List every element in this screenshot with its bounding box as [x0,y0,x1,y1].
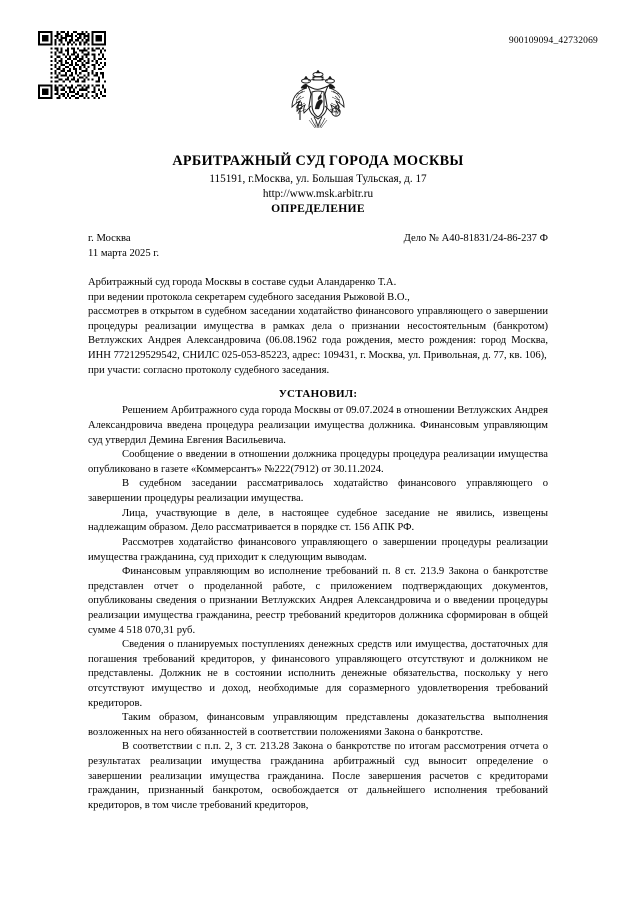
court-name: АРБИТРАЖНЫЙ СУД ГОРОДА МОСКВЫ [172,153,464,169]
court-heading-block [60,152,576,217]
document-date: 11 марта 2025 г. [88,248,160,260]
body-paragraph: Сведения о планируемых поступлениях денежных средств или имущества, достаточных для погашения требований кредиторов, у финансового управляющего отсутствуют и должником не представлены. Должник не в состоянии исполнить денежные обязательства, поскольку у него отсутствуют имущество и доход, необходимые для соразмерного удовлетворения требований кредиторов. [88,639,548,709]
body-paragraph: В судебном заседании рассматривалось ходатайство финансового управляющего о завершении процедуры реализации имущества. [88,478,548,505]
body-paragraph: Решением Арбитражного суда города Москвы от 09.07.2024 в отношении Ветлужских Андрея Александровича введена процедура реализации имущества должника. Финансовым управляющим суд утвердил Демина Евгения Васильевича. [88,405,548,446]
document-id-number: 900109094_42732069 [508,36,598,46]
body-paragraph: Таким образом, финансовым управляющим представлены доказательства выполнения возложенных на него обязанностей в соответствии положениями Закона о банкротстве. [88,712,548,738]
document-meta-block [88,231,548,261]
preamble-subject-line: рассмотрев в открытом в судебном заседании ходатайство финансового управляющего о завершении процедуры реализации имущества в рамках дела о признании несостоятельным (банкротом) Ветлужских Андрея Александровича (06.08.1962 года рождения, место рождения: город Москва, ИНН 772129529542, СНИЛС 025-053-85223, адрес: 109431, г. Москва, ул. Привольная, д. 77, кв. 106), [88,306,548,362]
preamble-participants-line: при участи: согласно протоколу судебного заседания. [88,364,330,376]
document-body [88,276,548,814]
body-paragraph: Лица, участвующие в деле, в настоящее судебное заседание не явились, извещены надлежащим образом. Дело рассматривается в порядке ст. 156 АПК РФ. [88,507,548,534]
court-address: 115191, г.Москва, ул. Большая Тульская, д. 17 [209,173,427,186]
document-type-title: ОПРЕДЕЛЕНИЕ [271,201,365,215]
body-paragraph: Финансовым управляющим во исполнение требований п. 8 ст. 213.9 Закона о банкротстве представлен отчет о проделанной работе, с приложением подтверждающих документов, опубликованы сведения о признании Ветлужских Андрея Александровича и о введении процедуры реализации имущества гражданина, реестр требований кредиторов должника сформирован в общей сумме 4 518 070,31 руб. [88,566,548,636]
preamble-judge-line: Арбитражный суд города Москвы в составе судьи Аландаренко Т.А. [88,277,397,288]
case-number: Дело № А40-81831/24-86-237 Ф [403,233,548,244]
city-label: г. Москва [88,233,131,244]
body-paragraph: В соответствии с п.п. 2, 3 ст. 213.28 Закона о банкротстве по итогам рассмотрения отчета о результатах реализации имущества гражданина арбитражный суд выносит определение о завершении реализации имущества гражданина. После завершения расчетов с кредиторами гражданин, признанный банкротом, освобождается от дальнейшего исполнения требований кредиторов, в том числе требований кредиторов, [88,741,548,811]
preamble-secretary-line: при ведении протокола секретарем судебного заседания Рыжовой В.О., [88,291,410,303]
body-paragraph: Сообщение о введении в отношении должника процедуры процедура реализации имущества опубликовано в газете «Коммерсантъ» №222(7912) от 30.11.2024. [88,449,548,475]
section-title-ustanovil: УСТАНОВИЛ: [278,388,358,401]
court-website-url: http://www.msk.arbitr.ru [262,187,374,200]
body-paragraph: Рассмотрев ходатайство финансового управляющего о завершении процедуры реализации имущества гражданина, суд приходит к следующим выводам. [88,536,548,563]
meta-row-city-case [88,231,548,246]
russian-coat-of-arms-icon [0,68,636,139]
